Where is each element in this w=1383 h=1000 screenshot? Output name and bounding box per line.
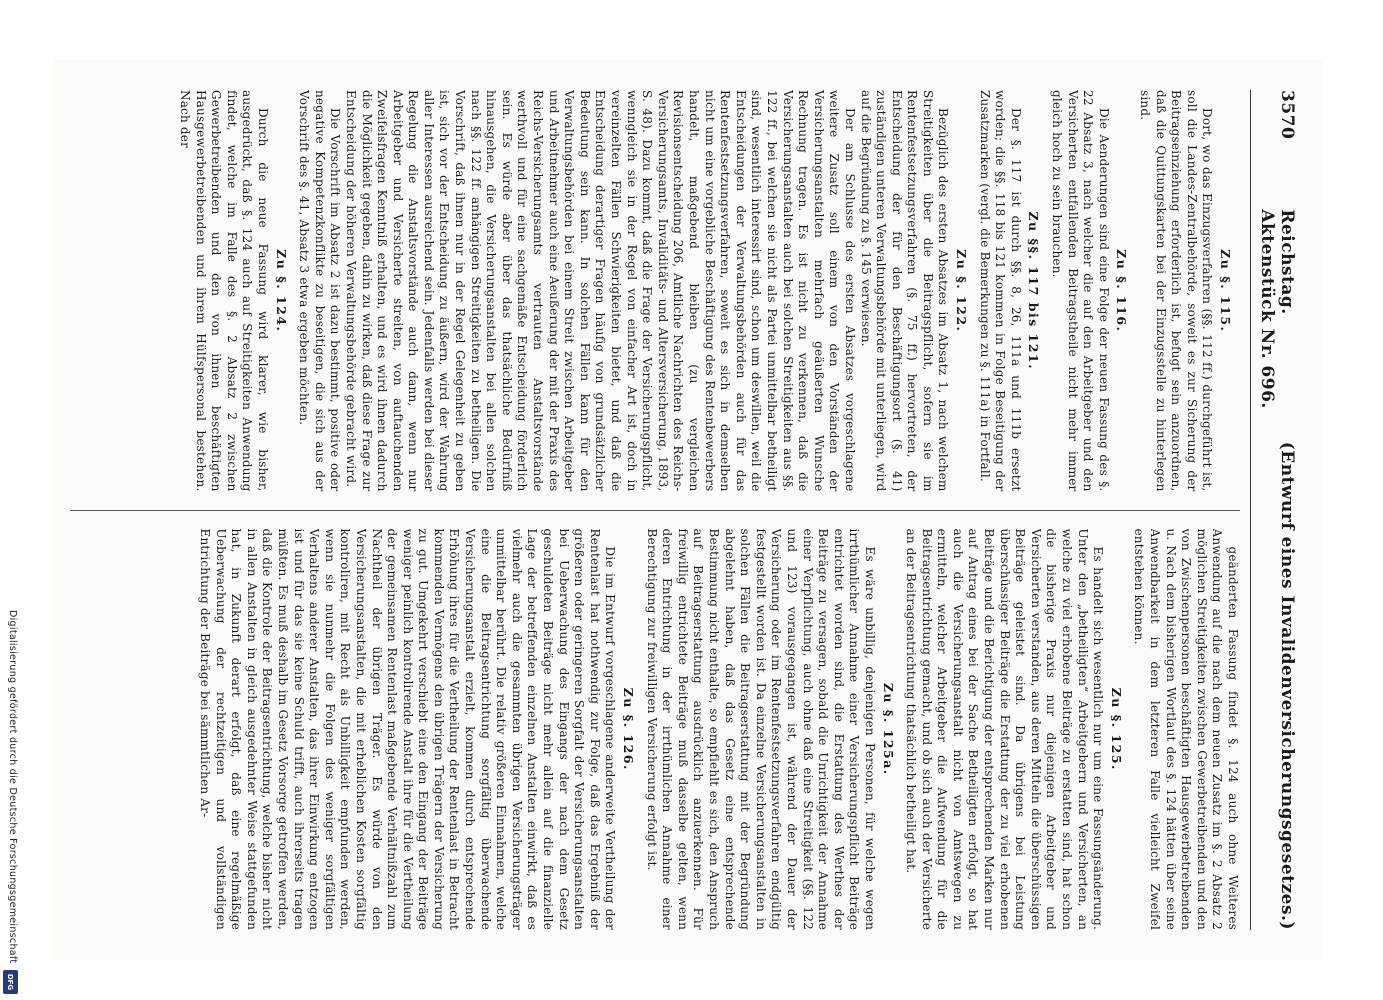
section-heading: Zu §. 122. xyxy=(954,249,970,333)
paragraph: Der §. 117 ist durch §§. 8, 26, 111a und 111b ersetzt worden; die §§. 118 bis 121 kommen in Folge Beseitigung der Zusatzmarken (vergl. die Bemerkungen zu §. 111a) in Fortfall. xyxy=(977,90,1023,492)
section-heading: Zu §. 125a. xyxy=(880,682,896,776)
section-heading: Zu §. 124. xyxy=(273,249,289,333)
page-content xyxy=(55,60,1323,960)
header-document-number: Aktenstück Nr. 696. xyxy=(1257,209,1277,409)
paragraph: Bezüglich des ersten Absatzes im Absatz 1, nach welchem Streitigkeiten über die Beitragspflicht, sofern sie im Rentenfestsetzungsverfahren (§. 75 ff.) hervortreten, der Entscheidung der für den Beschäftigungsort (§. 41) zuständigen unteren Verwaltungsbehörde mit unterliegen, wird auf die Begründung zu §. 145 verwiesen. xyxy=(858,90,951,492)
paragraph: Die im Entwurf vorgeschlagene anderweite Vertheilung der Rentenlast hat nothwendig zur Folge, daß das Ergebniß der größeren oder geringeren Sorgfalt der Versicherungsanstalten bei Ueberwachung des Eingangs der nach dem Gesetz geschuldeten Beiträge nicht mehr allein auf die finanzielle Lage der betreffenden einzelnen Anstalten einwirkt, daß es vielmehr auch die gesammten übrigen Versicherungsträger unmittelbar berührt. Die relativ größeren Einnahmen, welche eine die Beitragsentrichtung sorgfältig überwachende Versicherungsanstalt erzielt, kommen durch entsprechende Erhöhung ihres für die Vertheilung der Rentenlast in Betracht kommenden Vermögens den übrigen Trägern der Versicherung zu gut. Umgekehrt verschiebt eine den Eingang der Beiträge weniger peinlich kontrolirende Anstalt ihre für die Vertheilung der gemeinsamen Rentenlast maßgebende Verhältnißzahl zum Nachtheil der übrigen Träger. Es würde von den Versicherungsanstalten, die mit erheblichen Kosten sorgfältig kontroliren, mit Recht als Unbilligkeit empfunden werden, wenn sie nunmehr die Folgen des weniger sorgfältigen Verhaltens anderer Anstalten, das ihrer Einwirkung entzogen ist und für das sie keine Schuld trifft, auch ihrerseits tragen müßten. Es muß deshalb im Gesetz Vorsorge getroffen werden, daß die Kontrole der Beitragsentrichtung, welche bisher nicht in allen Anstalten in gleich ausgedehnter Weise stattgefunden hat, in Zukunft derart erfolgt, daß eine regelmäßige Ueberwachung der rechtzeitigen und vollständigen Entrichtung der Beiträge bei sämmtlichen Ar- xyxy=(198,528,618,930)
dfg-logo-text: DFG xyxy=(6,973,15,991)
section-heading: Zu §. 116. xyxy=(1114,249,1130,333)
section-heading: Zu §§. 117 bis 121. xyxy=(1026,211,1042,371)
left-column xyxy=(70,90,1240,492)
paragraph: Es handelt sich wesentlich nur um eine Fassungsänderung. Unter den „betheiligten“ Arbeitgebern und Versicherten, an welche zu viel erhobene Beiträge zu erstatten sind, hat schon die bisherige Praxis nur diejenigen Arbeitgeber und Versicherten verstanden, aus deren Mitteln die überschüssigen Beiträge geleistet sind. Da übrigens bei Leistung überschüssiger Beiträge die Erstattung der zu viel erhobenen Beiträge und die Berichtigung der entsprechenden Marken nur auf Antrag eines bei der Sache Betheiligten erfolgt, so hat auch die Versicherungsanstalt nicht von Amtswegen zu ermitteln, welcher Arbeitgeber die Aufwendung für die Beitragsentrichtung gemacht, und ob sich auch der Versicherte an der Beitragsentrichtung thatsächlich betheiligt hat. xyxy=(904,528,1106,930)
digitization-credit: Digitalisierung gefördert durch die Deutsche Forschungsgemeinschaft xyxy=(7,610,18,964)
right-column xyxy=(70,529,1240,931)
section-heading: Zu §. 115. xyxy=(1218,249,1233,333)
text-columns xyxy=(70,90,1240,930)
paragraph: Durch die neue Fassung wird klarer, wie bisher, ausgedrückt, daß §. 124 auch auf Streitigkeiten Anwendung findet, welche im Falle des §. 2 Absatz 2 zwischen Gewerbetreibenden und den von ihnen beschäftigten Hausgewerbetreibenden und ihrem Hülfspersonal bestehen. Nach der xyxy=(178,90,270,492)
section-heading: Zu §. 126. xyxy=(621,687,637,771)
header-institution: Reichstag. xyxy=(1277,209,1297,315)
paragraph: geänderten Fassung findet §. 124 auch ohne Weiteres Anwendung auf die nach dem neuen Zusatz im §. 2 Absatz 2 möglichen Streitigkeiten zwischen Gewerbetreibenden und den von Zwischenpersonen beschäftigten Hausgewerbetreibenden u. Nach dem bisherigen Wortlaut des §. 124 hätten über seine Anwendbarkeit in dem letzteren Falle vielleicht Zweifel entstehen können. xyxy=(1132,528,1240,930)
header-subtitle: (Entwurf eines Invalidenversicherungsgesetzes.) xyxy=(1277,441,1297,930)
paragraph: Die Aenderungen sind eine Folge der neuen Fassung des §. 22 Absatz 3, nach welcher die auf den Arbeitgeber und den Versicherten entfallenden Beitragstheile nicht mehr immer gleich hoch zu sein brauchen. xyxy=(1050,90,1111,492)
paragraph: Der am Schlusse des ersten Absatzes vorgeschlagene weitere Zusatz soll einem von den Vorständen der Versicherungsanstalten mehrfach geäußerten Wunsche Rechnung tragen. Es ist nicht zu verkennen, daß die Versicherungsanstalten auch bei solchen Streitigkeiten aus §§. 122 ff., bei welchen sie nicht als Partei unmittelbar betheiligt sind, wesentlich interessirt sind, schon um deswillen, weil die Entscheidungen der Verwaltungsbehörden auch für das Rentenfestsetzungsverfahren, soweit es sich in demselben nicht um eine vorgebliche Beschäftigung des Rentenbewerbers handelt, maßgebend bleiben (zu vergleichen Revisionsentscheidung 206, Amtliche Nachrichten des Reichs-Versicherungsamts, Invaliditäts- und Altersversicherung, 1893, S. 48). Dazu kommt, daß die Frage der Versicherungspflicht, wenngleich sie in der Regel von einfacher Art ist, doch in vereinzelten Fällen Schwierigkeiten bietet, und daß die Entscheidung derartiger Fragen häufig von grundsätzlicher Bedeutung sein kann. In solchen Fällen kann für den Verwaltungsbehörden bei einem Streit zwischen Arbeitgeber und Arbeitnehmer auch eine Aeußerung der mit der Praxis des Reichs-Versicherungsamts vertrauten Anstaltsvorstände werthvoll und für eine sachgemäße Entscheidung förderlich sein. Es würde aber über das thatsächliche Bedürfniß hinausgehen, die Versicherungsanstalten bei allen solchen nach §§. 122 ff. anhängigen Streitigkeiten zu betheiligen. Die Vorschrift, daß ihnen nur in der Regel Gelegenheit zu geben ist, sich vor der Entscheidung zu äußern, wird der Wahrung aller Interessen ausreichend sein. Jedenfalls werden bei dieser Regelung die Anstaltsvorstände auch dann, wenn nur Arbeitgeber und Versicherte streiten, von auftauchenden Zweifelsfragen Kenntniß erhalten, und es wird ihnen dadurch die Möglichkeit gegeben, dahin zu wirken, daß diese Frage zur Entscheidung der höheren Verwaltungsbehörde gebracht wird. xyxy=(343,90,857,492)
paragraph: Die Vorschrift im Absatz 2 ist dazu bestimmt, positive oder negative Kompetenzkonflikte zu beseitigen, die sich aus der Vorschrift des §. 41, Absatz 3 etwa ergeben möchten. xyxy=(297,90,343,492)
page-header xyxy=(1250,90,1297,930)
paragraph: Dort, wo das Einzugsverfahren (§§. 112 ff.) durchgeführt ist, soll die Landes-Zentralbehörde, soweit es zur Sicherung der Beitragseinziehung erforderlich ist, befugt sein anzuordnen, daß die Quittungskarten bei der Einzugsstelle zu hinterlegen sind. xyxy=(1138,90,1215,492)
section-heading: Zu §. 125. xyxy=(1108,687,1124,771)
scanned-page xyxy=(55,60,1323,960)
dfg-logo xyxy=(3,970,18,994)
column-rule xyxy=(70,510,1240,511)
page-number: 3570 xyxy=(1277,90,1297,140)
paragraph: Es wäre unbillig, denjenigen Personen, für welche wegen irrthümlicher Annahme einer Versicherungspflicht Beiträge entrichtet worden sind, die Erstattung des Werthes der Beiträge zu versagen, sobald die Unrichtigkeit der Annahme einer Verpflichtung, auch ohne daß eine Streitigkeit (§§. 122 und 123) vorausgegangen ist, während der Dauer der Versicherung oder im Rentenfestsetzungsverfahren endgültig festgestellt worden ist. Da einzelne Versicherungsanstalten in solchen Fällen die Beitragserstattung mit der Begründung abgelehnt haben, daß das Gesetz eine entsprechende Bestimmung nicht enthalte, so empfiehlt es sich, den Anspruch auf Beitragserstattung ausdrücklich anzuerkennen. Für freiwillig entrichtete Beiträge muß dasselbe gelten, wenn deren Entrichtung in der irrthümlichen Annahme einer Berechtigung zur freiwilligen Versicherung erfolgt ist. xyxy=(644,528,877,930)
header-title xyxy=(1257,139,1297,441)
